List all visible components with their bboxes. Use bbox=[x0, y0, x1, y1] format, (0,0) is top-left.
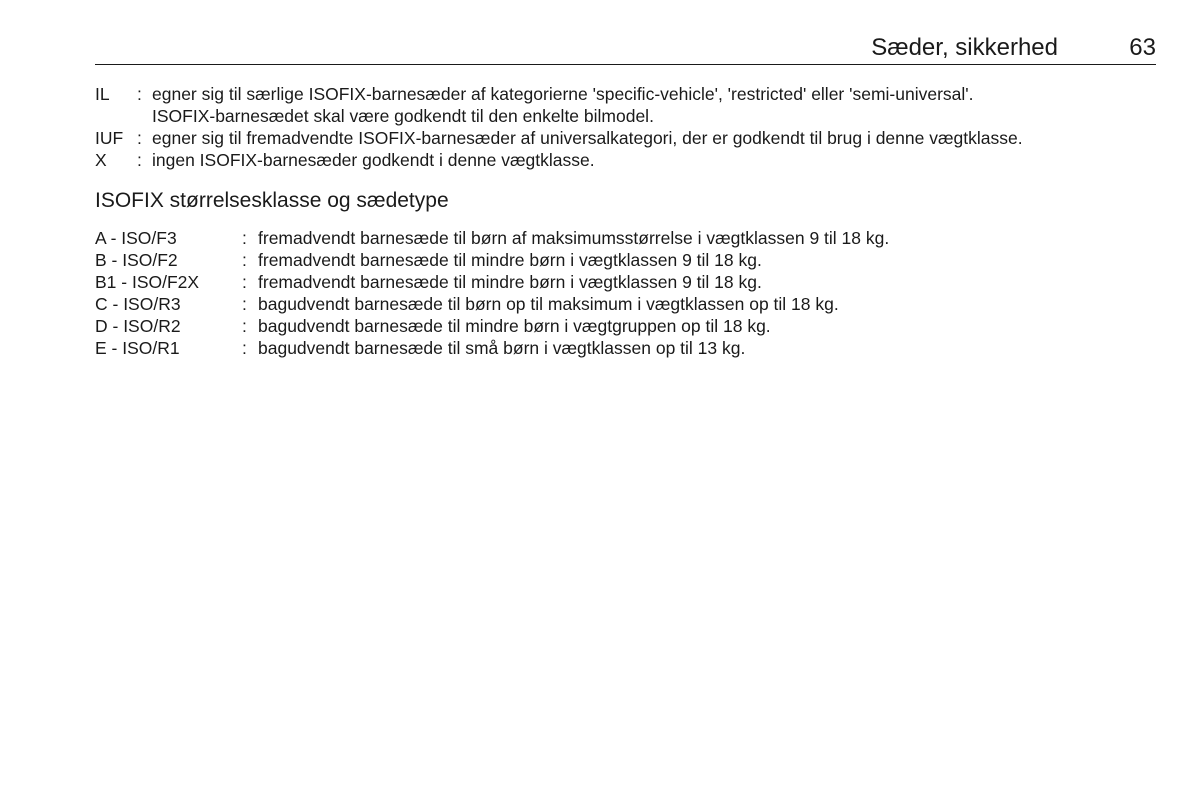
size-class-row bbox=[95, 249, 1095, 271]
size-class-separator: : bbox=[242, 272, 247, 292]
size-class-code: E - ISO/R1 bbox=[95, 338, 180, 358]
legend-description-line: egner sig til fremadvendte ISOFIX-barnesæder af universalkategori, der er godkendt til brug i denne vægtklasse. bbox=[152, 128, 1023, 148]
size-class-separator: : bbox=[242, 228, 247, 248]
size-class-code: B - ISO/F2 bbox=[95, 250, 178, 270]
size-class-description: fremadvendt barnesæde til mindre børn i vægtklassen 9 til 18 kg. bbox=[258, 272, 762, 292]
rating-legend bbox=[95, 83, 1165, 171]
legend-description-line: ISOFIX-barnesædet skal være godkendt til den enkelte bilmodel. bbox=[152, 106, 654, 126]
size-class-separator: : bbox=[242, 338, 247, 358]
section-heading: ISOFIX størrelsesklasse og sædetype bbox=[95, 189, 449, 212]
legend-description bbox=[152, 83, 1165, 127]
size-class-separator: : bbox=[242, 250, 247, 270]
legend-key: X bbox=[95, 150, 107, 170]
size-class-code: D - ISO/R2 bbox=[95, 316, 181, 336]
size-class-code: A - ISO/F3 bbox=[95, 228, 177, 248]
page-title: Sæder, sikkerhed bbox=[871, 34, 1058, 61]
legend-key: IUF bbox=[95, 128, 124, 148]
legend-item-iuf bbox=[95, 127, 1165, 149]
size-class-description: bagudvendt barnesæde til mindre børn i vægtgruppen op til 18 kg. bbox=[258, 316, 771, 336]
legend-description-line: egner sig til særlige ISOFIX-barnesæder af kategorierne 'specific-vehicle', 'restricted' eller 'semi-universal'. bbox=[152, 84, 974, 104]
size-class-row bbox=[95, 315, 1095, 337]
size-class-description: bagudvendt barnesæde til små børn i vægtklassen op til 13 kg. bbox=[258, 338, 746, 358]
legend-item-x bbox=[95, 149, 1165, 171]
size-class-row bbox=[95, 293, 1095, 315]
legend-description-line: ingen ISOFIX-barnesæder godkendt i denne vægtklasse. bbox=[152, 150, 595, 170]
size-class-description: fremadvendt barnesæde til mindre børn i vægtklassen 9 til 18 kg. bbox=[258, 250, 762, 270]
size-class-row bbox=[95, 337, 1095, 359]
legend-description bbox=[152, 127, 1165, 149]
size-class-row bbox=[95, 227, 1095, 249]
legend-key: IL bbox=[95, 84, 110, 104]
legend-separator: : bbox=[137, 150, 142, 170]
legend-description bbox=[152, 149, 1165, 171]
legend-separator: : bbox=[137, 128, 142, 148]
size-class-code: B1 - ISO/F2X bbox=[95, 272, 200, 292]
size-class-description: fremadvendt barnesæde til børn af maksimumsstørrelse i vægtklassen 9 til 18 kg. bbox=[258, 228, 890, 248]
size-class-row bbox=[95, 271, 1095, 293]
page-header bbox=[95, 30, 1156, 65]
size-class-code: C - ISO/R3 bbox=[95, 294, 181, 314]
size-class-separator: : bbox=[242, 294, 247, 314]
page-number: 63 bbox=[1129, 34, 1156, 61]
size-class-separator: : bbox=[242, 316, 247, 336]
size-class-list bbox=[95, 227, 1095, 359]
legend-separator: : bbox=[137, 84, 142, 104]
size-class-description: bagudvendt barnesæde til børn op til maksimum i vægtklassen op til 18 kg. bbox=[258, 294, 839, 314]
legend-item-il bbox=[95, 83, 1165, 127]
